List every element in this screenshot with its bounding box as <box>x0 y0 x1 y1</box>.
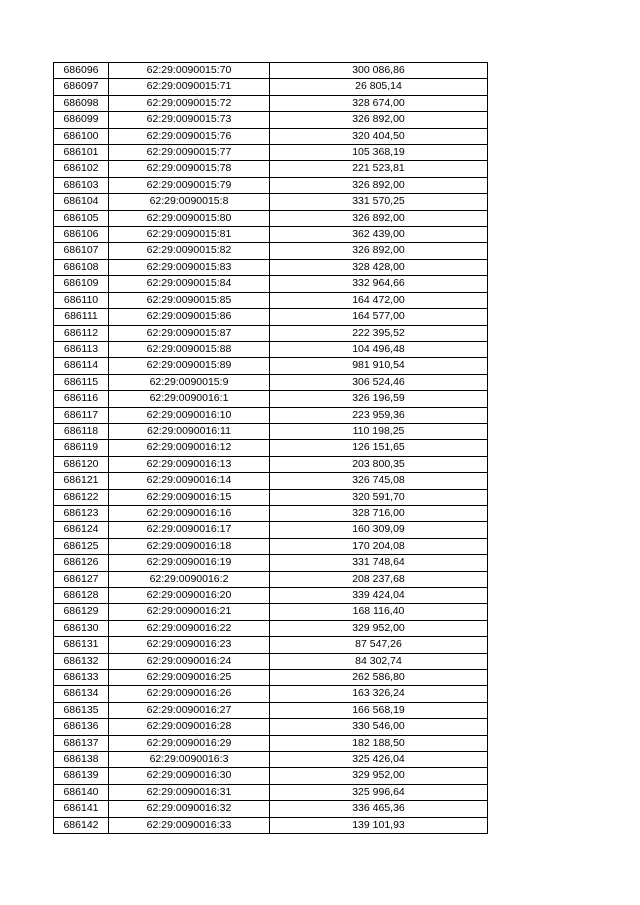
value-cell: 164 577,00 <box>270 309 488 325</box>
row-id-cell: 686120 <box>54 456 109 472</box>
value-cell: 320 591,70 <box>270 489 488 505</box>
row-id-cell: 686113 <box>54 341 109 357</box>
registry-table <box>53 62 488 834</box>
row-id-cell: 686111 <box>54 309 109 325</box>
cadastral-number-cell: 62:29:0090015:86 <box>109 309 270 325</box>
value-cell: 166 568,19 <box>270 702 488 718</box>
value-cell: 300 086,86 <box>270 63 488 79</box>
row-id-cell: 686130 <box>54 620 109 636</box>
table-row <box>54 620 488 636</box>
row-id-cell: 686096 <box>54 63 109 79</box>
value-cell: 330 546,00 <box>270 719 488 735</box>
row-id-cell: 686114 <box>54 358 109 374</box>
value-cell: 84 302,74 <box>270 653 488 669</box>
table-row <box>54 112 488 128</box>
table-row <box>54 95 488 111</box>
table-row <box>54 456 488 472</box>
table-row <box>54 63 488 79</box>
registry-table-body <box>54 63 488 834</box>
cadastral-number-cell: 62:29:0090016:30 <box>109 768 270 784</box>
cadastral-number-cell: 62:29:0090016:17 <box>109 522 270 538</box>
cadastral-number-cell: 62:29:0090015:87 <box>109 325 270 341</box>
cadastral-number-cell: 62:29:0090016:33 <box>109 817 270 833</box>
value-cell: 222 395,52 <box>270 325 488 341</box>
table-row <box>54 752 488 768</box>
row-id-cell: 686097 <box>54 79 109 95</box>
cadastral-number-cell: 62:29:0090016:19 <box>109 555 270 571</box>
table-row <box>54 538 488 554</box>
cadastral-number-cell: 62:29:0090015:77 <box>109 145 270 161</box>
value-cell: 320 404,50 <box>270 128 488 144</box>
row-id-cell: 686133 <box>54 670 109 686</box>
table-row <box>54 555 488 571</box>
table-row <box>54 670 488 686</box>
cadastral-number-cell: 62:29:0090016:2 <box>109 571 270 587</box>
row-id-cell: 686122 <box>54 489 109 505</box>
cadastral-number-cell: 62:29:0090016:23 <box>109 637 270 653</box>
row-id-cell: 686106 <box>54 227 109 243</box>
table-row <box>54 784 488 800</box>
cadastral-number-cell: 62:29:0090015:79 <box>109 177 270 193</box>
cadastral-number-cell: 62:29:0090016:29 <box>109 735 270 751</box>
table-row <box>54 801 488 817</box>
cadastral-number-cell: 62:29:0090015:71 <box>109 79 270 95</box>
cadastral-number-cell: 62:29:0090015:72 <box>109 95 270 111</box>
table-row <box>54 768 488 784</box>
value-cell: 362 439,00 <box>270 227 488 243</box>
value-cell: 26 805,14 <box>270 79 488 95</box>
row-id-cell: 686134 <box>54 686 109 702</box>
cadastral-number-cell: 62:29:0090016:32 <box>109 801 270 817</box>
row-id-cell: 686132 <box>54 653 109 669</box>
row-id-cell: 686121 <box>54 473 109 489</box>
value-cell: 325 426,04 <box>270 752 488 768</box>
table-row <box>54 243 488 259</box>
cadastral-number-cell: 62:29:0090016:28 <box>109 719 270 735</box>
cadastral-number-cell: 62:29:0090015:8 <box>109 194 270 210</box>
table-row <box>54 128 488 144</box>
cadastral-number-cell: 62:29:0090016:21 <box>109 604 270 620</box>
value-cell: 208 237,68 <box>270 571 488 587</box>
table-row <box>54 79 488 95</box>
table-row <box>54 407 488 423</box>
table-row <box>54 227 488 243</box>
table-row <box>54 276 488 292</box>
value-cell: 163 326,24 <box>270 686 488 702</box>
cadastral-number-cell: 62:29:0090015:73 <box>109 112 270 128</box>
value-cell: 221 523,81 <box>270 161 488 177</box>
row-id-cell: 686124 <box>54 522 109 538</box>
row-id-cell: 686128 <box>54 588 109 604</box>
cadastral-number-cell: 62:29:0090016:20 <box>109 588 270 604</box>
table-row <box>54 817 488 833</box>
row-id-cell: 686142 <box>54 817 109 833</box>
table-row <box>54 686 488 702</box>
table-row <box>54 653 488 669</box>
value-cell: 336 465,36 <box>270 801 488 817</box>
value-cell: 104 496,48 <box>270 341 488 357</box>
value-cell: 332 964,66 <box>270 276 488 292</box>
row-id-cell: 686116 <box>54 391 109 407</box>
cadastral-number-cell: 62:29:0090015:70 <box>109 63 270 79</box>
row-id-cell: 686138 <box>54 752 109 768</box>
value-cell: 328 428,00 <box>270 259 488 275</box>
table-row <box>54 325 488 341</box>
row-id-cell: 686108 <box>54 259 109 275</box>
cadastral-number-cell: 62:29:0090016:12 <box>109 440 270 456</box>
row-id-cell: 686139 <box>54 768 109 784</box>
table-row <box>54 358 488 374</box>
value-cell: 164 472,00 <box>270 292 488 308</box>
cadastral-number-cell: 62:29:0090015:80 <box>109 210 270 226</box>
table-row <box>54 161 488 177</box>
table-row <box>54 637 488 653</box>
table-row <box>54 473 488 489</box>
cadastral-number-cell: 62:29:0090016:22 <box>109 620 270 636</box>
value-cell: 306 524,46 <box>270 374 488 390</box>
value-cell: 203 800,35 <box>270 456 488 472</box>
value-cell: 329 952,00 <box>270 620 488 636</box>
table-row <box>54 719 488 735</box>
cadastral-number-cell: 62:29:0090016:10 <box>109 407 270 423</box>
cadastral-number-cell: 62:29:0090016:24 <box>109 653 270 669</box>
value-cell: 87 547,26 <box>270 637 488 653</box>
table-row <box>54 194 488 210</box>
value-cell: 328 716,00 <box>270 505 488 521</box>
row-id-cell: 686100 <box>54 128 109 144</box>
cadastral-number-cell: 62:29:0090015:78 <box>109 161 270 177</box>
table-row <box>54 440 488 456</box>
cadastral-number-cell: 62:29:0090015:85 <box>109 292 270 308</box>
table-row <box>54 702 488 718</box>
value-cell: 160 309,09 <box>270 522 488 538</box>
value-cell: 326 892,00 <box>270 243 488 259</box>
value-cell: 326 745,08 <box>270 473 488 489</box>
cadastral-number-cell: 62:29:0090015:81 <box>109 227 270 243</box>
row-id-cell: 686110 <box>54 292 109 308</box>
cadastral-number-cell: 62:29:0090016:3 <box>109 752 270 768</box>
table-row <box>54 374 488 390</box>
value-cell: 326 892,00 <box>270 112 488 128</box>
table-row <box>54 177 488 193</box>
table-row <box>54 423 488 439</box>
table-row <box>54 588 488 604</box>
table-row <box>54 341 488 357</box>
value-cell: 981 910,54 <box>270 358 488 374</box>
value-cell: 262 586,80 <box>270 670 488 686</box>
cadastral-number-cell: 62:29:0090015:84 <box>109 276 270 292</box>
cadastral-number-cell: 62:29:0090016:31 <box>109 784 270 800</box>
row-id-cell: 686126 <box>54 555 109 571</box>
cadastral-number-cell: 62:29:0090016:11 <box>109 423 270 439</box>
row-id-cell: 686131 <box>54 637 109 653</box>
cadastral-number-cell: 62:29:0090015:88 <box>109 341 270 357</box>
row-id-cell: 686118 <box>54 423 109 439</box>
row-id-cell: 686123 <box>54 505 109 521</box>
table-row <box>54 522 488 538</box>
value-cell: 139 101,93 <box>270 817 488 833</box>
row-id-cell: 686127 <box>54 571 109 587</box>
value-cell: 331 570,25 <box>270 194 488 210</box>
table-row <box>54 309 488 325</box>
row-id-cell: 686135 <box>54 702 109 718</box>
cadastral-number-cell: 62:29:0090015:82 <box>109 243 270 259</box>
row-id-cell: 686098 <box>54 95 109 111</box>
value-cell: 339 424,04 <box>270 588 488 604</box>
value-cell: 105 368,19 <box>270 145 488 161</box>
table-row <box>54 505 488 521</box>
value-cell: 326 892,00 <box>270 177 488 193</box>
cadastral-number-cell: 62:29:0090015:76 <box>109 128 270 144</box>
cadastral-number-cell: 62:29:0090016:16 <box>109 505 270 521</box>
row-id-cell: 686141 <box>54 801 109 817</box>
value-cell: 328 674,00 <box>270 95 488 111</box>
cadastral-number-cell: 62:29:0090016:14 <box>109 473 270 489</box>
value-cell: 182 188,50 <box>270 735 488 751</box>
table-row <box>54 210 488 226</box>
row-id-cell: 686136 <box>54 719 109 735</box>
table-row <box>54 735 488 751</box>
row-id-cell: 686117 <box>54 407 109 423</box>
cadastral-number-cell: 62:29:0090016:1 <box>109 391 270 407</box>
row-id-cell: 686140 <box>54 784 109 800</box>
value-cell: 168 116,40 <box>270 604 488 620</box>
row-id-cell: 686102 <box>54 161 109 177</box>
cadastral-number-cell: 62:29:0090016:15 <box>109 489 270 505</box>
table-row <box>54 259 488 275</box>
value-cell: 170 204,08 <box>270 538 488 554</box>
table-row <box>54 145 488 161</box>
cadastral-number-cell: 62:29:0090015:89 <box>109 358 270 374</box>
cadastral-number-cell: 62:29:0090016:25 <box>109 670 270 686</box>
row-id-cell: 686112 <box>54 325 109 341</box>
cadastral-number-cell: 62:29:0090015:83 <box>109 259 270 275</box>
row-id-cell: 686115 <box>54 374 109 390</box>
value-cell: 326 196,59 <box>270 391 488 407</box>
row-id-cell: 686137 <box>54 735 109 751</box>
cadastral-number-cell: 62:29:0090015:9 <box>109 374 270 390</box>
row-id-cell: 686107 <box>54 243 109 259</box>
row-id-cell: 686099 <box>54 112 109 128</box>
table-row <box>54 292 488 308</box>
value-cell: 329 952,00 <box>270 768 488 784</box>
row-id-cell: 686101 <box>54 145 109 161</box>
cadastral-number-cell: 62:29:0090016:13 <box>109 456 270 472</box>
table-row <box>54 604 488 620</box>
row-id-cell: 686104 <box>54 194 109 210</box>
table-row <box>54 489 488 505</box>
value-cell: 326 892,00 <box>270 210 488 226</box>
cadastral-number-cell: 62:29:0090016:27 <box>109 702 270 718</box>
row-id-cell: 686119 <box>54 440 109 456</box>
value-cell: 331 748,64 <box>270 555 488 571</box>
row-id-cell: 686125 <box>54 538 109 554</box>
row-id-cell: 686109 <box>54 276 109 292</box>
cadastral-number-cell: 62:29:0090016:26 <box>109 686 270 702</box>
value-cell: 110 198,25 <box>270 423 488 439</box>
table-row <box>54 391 488 407</box>
row-id-cell: 686105 <box>54 210 109 226</box>
value-cell: 223 959,36 <box>270 407 488 423</box>
value-cell: 325 996,64 <box>270 784 488 800</box>
row-id-cell: 686103 <box>54 177 109 193</box>
cadastral-number-cell: 62:29:0090016:18 <box>109 538 270 554</box>
value-cell: 126 151,65 <box>270 440 488 456</box>
row-id-cell: 686129 <box>54 604 109 620</box>
table-row <box>54 571 488 587</box>
